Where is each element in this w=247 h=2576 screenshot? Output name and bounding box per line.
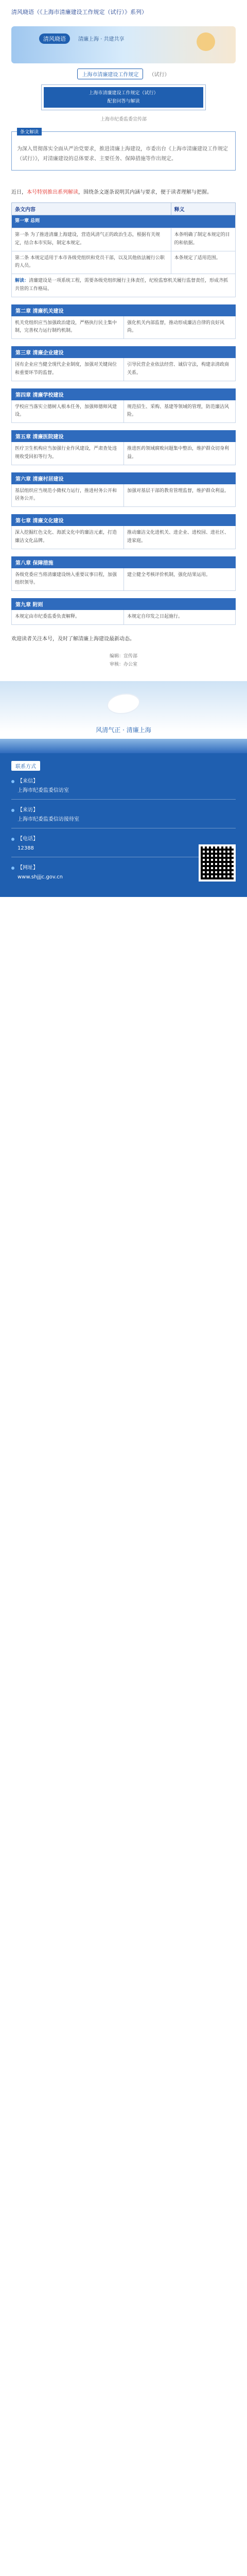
section-title: 第七章 清廉文化建设 (11, 514, 236, 526)
section-right: 推进医药领域腐败问题集中整治，维护群众切身利益。 (123, 442, 235, 465)
clause-table (11, 202, 236, 274)
section-grid (11, 484, 236, 507)
outro-banner (0, 681, 247, 753)
contact-label: 【电话】 (17, 836, 38, 842)
section-right: 建立健全考核评价机制，强化结果运用。 (123, 568, 235, 591)
section-left: 各级党委应当将清廉建设纳入重要议事日程，加强组织领导。 (15, 572, 117, 586)
intro-text: 清风晓语（《上海市清廉建设工作规定（试行）》系列） (11, 9, 147, 15)
section-grid (11, 358, 236, 381)
section-title: 第五章 清廉医院建设 (11, 430, 236, 442)
table-row (12, 228, 236, 251)
contact-value: 上海市纪委监委信访接待室 (17, 817, 79, 823)
section-title: 第六章 清廉村居建设 (11, 472, 236, 484)
sections-list (0, 304, 247, 625)
banner-badge: 清风晓语 (39, 33, 70, 44)
section-left: 国有企业应当健全现代企业制度，加强对关键岗位和重要环节的监督。 (15, 362, 117, 376)
banner-subtitle: 清廉上海 · 共建共享 (78, 36, 125, 42)
section-title: 第二章 清廉机关建设 (11, 304, 236, 316)
footnote: 欢迎读者关注本号，及时了解清廉上海建设最新动态。 (11, 636, 135, 642)
frame-line-1: 上海市清廉建设工作规定（试行） (89, 90, 158, 96)
title-frame (41, 84, 206, 110)
section-grid (11, 442, 236, 465)
section-left: 本规定由市纪委监委负责解释。 (15, 614, 80, 620)
explain-text: 清廉建设是一项系统工程，需要各级党组织履行主体责任，纪检监察机关履行监督责任，形成齐抓共管的工作格局。 (15, 278, 228, 292)
divider (11, 799, 236, 800)
table-row (12, 251, 236, 274)
table-head (12, 203, 236, 215)
qr-code-icon (199, 844, 236, 882)
frame-line-2: 配套问答与解读 (107, 99, 140, 105)
hero-banner (11, 26, 236, 63)
section-title: 第九章 附则 (11, 598, 236, 610)
contact-item (11, 806, 236, 828)
contact-title: 联系方式 (11, 761, 40, 771)
section-left: 学校应当落实立德树人根本任务，加强师德师风建设。 (15, 404, 117, 418)
contact-value: 上海市纪委监委信访室 (17, 788, 69, 794)
table-chapter-title: 第一章 总则 (12, 215, 236, 228)
caption-text: （试行） (149, 72, 170, 78)
bullet-icon (11, 867, 14, 870)
section-right: 引导民营企业依法经营、诚信守法，构建亲清政商关系。 (123, 358, 235, 381)
card-tag: 条文解读 (17, 128, 42, 135)
explain-label: 解读： (15, 278, 29, 284)
bullet-icon (11, 780, 14, 783)
section-right: 加强对基层干部的教育管理监督，维护群众利益。 (123, 484, 235, 507)
section-title: 第八章 保障措施 (11, 556, 236, 568)
section-grid (11, 610, 236, 625)
lead-paragraph (11, 188, 236, 197)
caption (0, 69, 247, 79)
lead-highlight: 本号特别推出系列解读 (27, 190, 78, 196)
editor-line-1: 编辑：宣传部 (109, 653, 137, 659)
caption-pill: 上海市清廉建设工作规定 (77, 69, 143, 79)
contact-value: www.shjjjc.gov.cn (17, 874, 63, 880)
explain-block (11, 274, 236, 297)
section-grid (11, 316, 236, 340)
section-right: 强化机关内部监督，推动形成廉洁自律的良好风尚。 (123, 316, 235, 339)
contact-panel (0, 753, 247, 897)
card-text: 为深入贯彻落实全面从严治党要求，推进清廉上海建设，市委出台《上海市清廉建设工作规定（试行）》，对清廉建设的总体要求、主要任务、保障措施等作出规定。 (17, 146, 228, 162)
contact-label: 【来访】 (17, 807, 38, 814)
section-left: 机关党组织应当加强政治建设，严格执行民主集中制，完善权力运行制约机制。 (15, 320, 117, 334)
contact-item (11, 777, 236, 800)
bullet-icon (11, 809, 14, 812)
table-cell-right: 本条明确了制定本规定的目的和依据。 (171, 228, 235, 251)
table-cell-left: 第一条 为了推进清廉上海建设，营造风清气正的政治生态，根据有关规定，结合本市实际，制定本规定。 (12, 228, 171, 251)
table-cell-left: 第二条 本规定适用于本市各级党组织和党员干部，以及其他依法履行公职的人员。 (12, 251, 171, 274)
section-right: 推动廉洁文化进机关、进企业、进校园、进社区、进家庭。 (123, 526, 235, 549)
table-chapter-row (12, 215, 236, 228)
source-meta: 上海市纪委监委宣传部 (100, 117, 147, 123)
section-grid (11, 400, 236, 423)
section-right: 本规定自印发之日起施行。 (123, 610, 235, 624)
outro-slogan: 风清气正 · 清廉上海 (96, 726, 151, 734)
lead-suffix: ，围绕条文逐条说明其内涵与要求，便于读者理解与把握。 (78, 190, 212, 196)
section-left: 深入挖掘红色文化、海派文化中的廉洁元素，打造廉洁文化品牌。 (15, 530, 117, 544)
contact-value: 12388 (17, 845, 34, 852)
section-right: 规范招生、采购、基建等领域的管理，防范廉洁风险。 (123, 400, 235, 423)
summary-card (11, 131, 236, 171)
section-grid (11, 568, 236, 591)
bullet-icon (11, 838, 14, 841)
contact-label: 【网址】 (17, 865, 38, 871)
water-decoration (0, 739, 247, 753)
dove-icon (108, 694, 139, 713)
section-title: 第四章 清廉学校建设 (11, 388, 236, 400)
table-head-right: 释义 (171, 203, 235, 215)
section-title: 第三章 清廉企业建设 (11, 346, 236, 358)
title-frame-inner (44, 87, 203, 108)
editor-line-2: 审核：办公室 (109, 662, 137, 667)
contact-label: 【来信】 (17, 778, 38, 785)
editors (0, 652, 247, 669)
table-head-left: 条文内容 (12, 203, 171, 215)
section-grid (11, 526, 236, 549)
section-left: 基层组织应当规范小微权力运行，推进村务公开和居务公开。 (15, 488, 117, 502)
sun-icon (197, 32, 215, 51)
lead-prefix: 近日， (11, 190, 27, 196)
table-cell-right: 本条规定了适用范围。 (171, 251, 235, 274)
section-left: 医疗卫生机构应当加强行业作风建设，严肃查处违规收受回扣等行为。 (15, 446, 117, 460)
